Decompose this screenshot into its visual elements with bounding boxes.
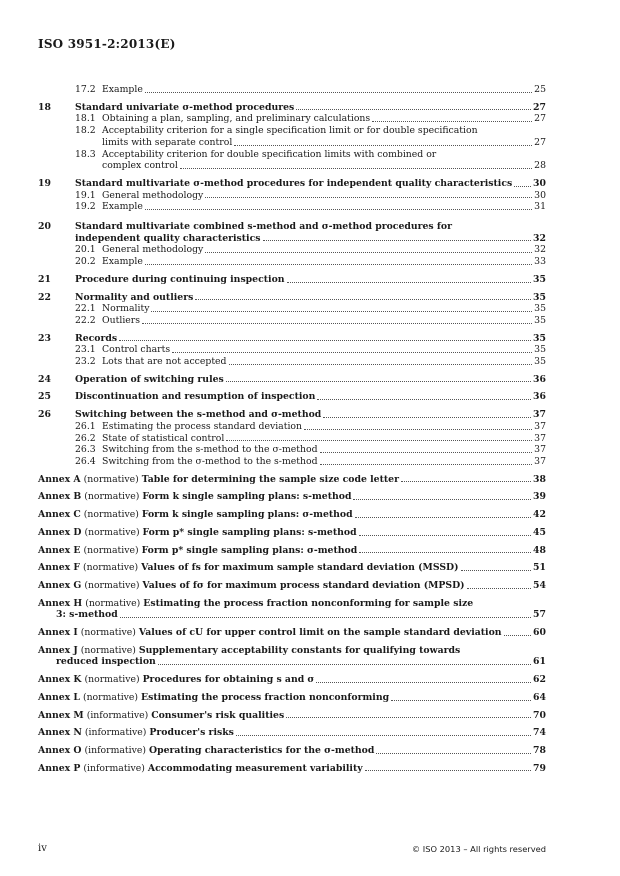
page-number: iv: [38, 843, 47, 854]
document-header: ISO 3951-2:2013(E): [38, 37, 176, 51]
toc-entry-23-1[interactable]: 23.1 Control charts 35: [75, 344, 546, 356]
toc-entry-18[interactable]: 18 Standard univariate σ-method procedures 27: [38, 101, 546, 113]
toc-entry-20-2[interactable]: 20.2 Example 33: [75, 256, 546, 268]
toc-entry-26[interactable]: 26 Switching between the s-method and σ-method 37: [38, 409, 546, 421]
toc-entry-26-2[interactable]: 26.2 State of statistical control 37: [75, 432, 546, 444]
toc-annex-p[interactable]: Annex P (informative) Accommodating measurement variability 79: [38, 762, 546, 774]
toc-entry-22[interactable]: 22 Normality and outliers 35: [38, 291, 546, 303]
toc-entry-26-3[interactable]: 26.3 Switching from the s-method to the σ-method 37: [75, 444, 546, 456]
toc-entry-22-1[interactable]: 22.1 Normality 35: [75, 303, 546, 315]
toc-entry-21[interactable]: 21 Procedure during continuing inspection 35: [38, 273, 546, 285]
toc-annex-f[interactable]: Annex F (normative) Values of fs for maximum sample standard deviation (MSSD) 51: [38, 562, 546, 574]
toc-annex-a[interactable]: Annex A (normative) Table for determining the sample size code letter 38: [38, 473, 546, 485]
toc-annex-e[interactable]: Annex E (normative) Form p* single sampling plans: σ-method 48: [38, 544, 546, 556]
copyright-notice: © ISO 2013 – All rights reserved: [411, 844, 546, 854]
toc-annex-o[interactable]: Annex O (informative) Operating characteristics for the σ-method 78: [38, 744, 546, 756]
toc-annex-k[interactable]: Annex K (normative) Procedures for obtaining s and σ 62: [38, 674, 546, 686]
table-of-contents: [38, 84, 546, 774]
toc-entry-19-2[interactable]: 19.2 Example 31: [75, 201, 546, 213]
toc-entry-17-2[interactable]: 17.2 Example 25: [75, 84, 546, 95]
toc-entry-19-1[interactable]: 19.1 General methodology 30: [75, 189, 546, 201]
toc-annex-i[interactable]: Annex I (normative) Values of cU for upper control limit on the sample standard deviation 60: [38, 627, 546, 639]
toc-entry-24[interactable]: 24 Operation of switching rules 36: [38, 373, 546, 385]
toc-annex-h[interactable]: Annex H (normative) Estimating the process fraction nonconforming for sample size 3: s-method 57: [38, 597, 546, 621]
toc-entry-22-2[interactable]: 22.2 Outliers 35: [75, 314, 546, 326]
toc-entry-18-1[interactable]: 18.1 Obtaining a plan, sampling, and preliminary calculations 27: [75, 113, 546, 125]
toc-entry-20[interactable]: 20 Standard multivariate combined s-method and σ-method procedures for independent quality characteristics 32: [38, 221, 546, 244]
toc-entry-19[interactable]: 19 Standard multivariate σ-method procedures for independent quality characteristics 30: [38, 177, 546, 189]
toc-annex-c[interactable]: Annex C (normative) Form k single sampling plans: σ-method 42: [38, 509, 546, 521]
toc-annex-j[interactable]: Annex J (normative) Supplementary acceptability constants for qualifying towards reduced inspection 61: [38, 644, 546, 668]
toc-entry-26-4[interactable]: 26.4 Switching from the σ-method to the s-method 37: [75, 455, 546, 467]
toc-annex-b[interactable]: Annex B (normative) Form k single sampling plans: s-method 39: [38, 491, 546, 503]
toc-entry-18-2[interactable]: 18.2 Acceptability criterion for a single specification limit or for double specification limits with separate control 27: [75, 125, 546, 148]
toc-entry-23-2[interactable]: 23.2 Lots that are not accepted 35: [75, 356, 546, 368]
toc-entry-18-3[interactable]: 18.3 Acceptability criterion for double specification limits with combined or complex control 28: [75, 148, 546, 172]
toc-annex-l[interactable]: Annex L (normative) Estimating the process fraction nonconforming 64: [38, 691, 546, 703]
toc-annex-d[interactable]: Annex D (normative) Form p* single sampling plans: s-method 45: [38, 526, 546, 538]
toc-annex-n[interactable]: Annex N (informative) Producer's risks 74: [38, 727, 546, 739]
toc-annex-m[interactable]: Annex M (informative) Consumer's risk qualities 70: [38, 709, 546, 721]
toc-annex-g[interactable]: Annex G (normative) Values of fσ for maximum process standard deviation (MPSD) 54: [38, 579, 546, 591]
toc-entry-20-1[interactable]: 20.1 General methodology 32: [75, 244, 546, 256]
toc-entry-26-1[interactable]: 26.1 Estimating the process standard deviation 37: [75, 420, 546, 432]
toc-entry-25[interactable]: 25 Discontinuation and resumption of inspection 36: [38, 391, 546, 403]
toc-entry-23[interactable]: 23 Records 35: [38, 332, 546, 344]
